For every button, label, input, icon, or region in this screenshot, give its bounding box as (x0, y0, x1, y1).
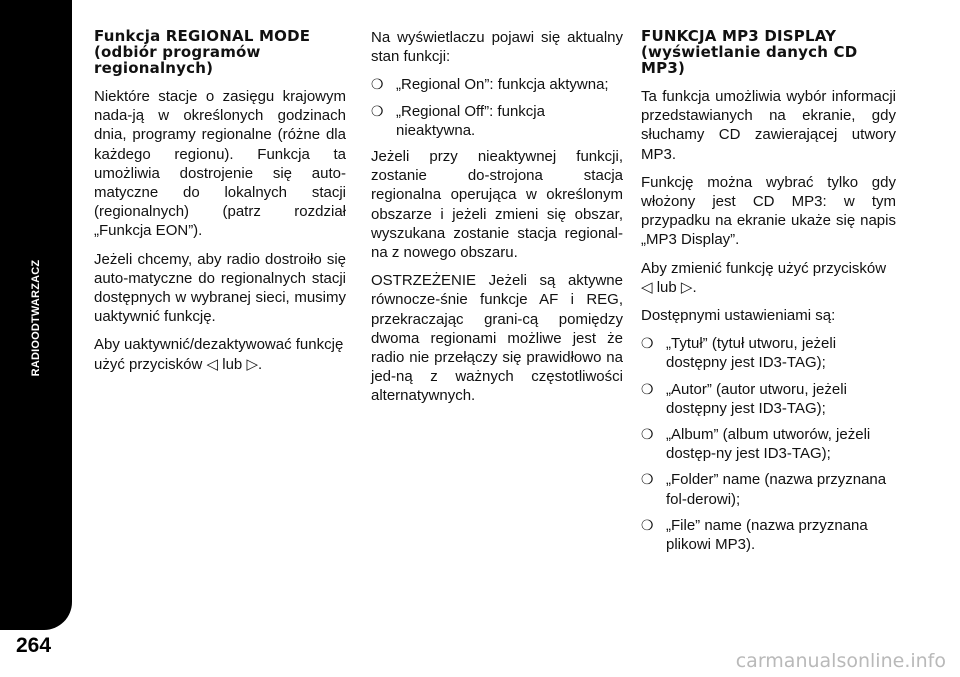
display-state-intro: Na wyświetlaczu pojawi się aktualny stan funkcji: (371, 29, 623, 66)
bullet-icon: ❍ (641, 516, 654, 533)
list-item-text: „Folder” name (nazwa przyznana fol-derowi); (666, 471, 887, 508)
right-arrow-icon: ▷ (680, 278, 693, 296)
list-item-text: „File” name (nazwa przyznana plikowi MP3). (666, 516, 868, 554)
left-arrow-icon: ◁ (641, 278, 653, 296)
regional-mode-paragraph-2: Jeżeli chcemy, aby radio dostroiło się auto-matyczne do regionalnych stacji dostępnych w wybranej sieci, musimy uaktywnić funkcję. (94, 250, 346, 326)
bullet-icon: ❍ (641, 380, 654, 397)
section-sidebar (0, 0, 72, 630)
left-arrow-icon: ◁ (206, 355, 219, 373)
mp3-paragraph-2: Funkcję można wybrać tylko gdy włożony jest CD MP3: w tym przypadku na ekranie ukaże się napis „MP3 Display”. (641, 173, 896, 249)
list-item-text: „Album” (album utworów, jeżeli dostęp-ny jest ID3-TAG); (666, 426, 871, 463)
list-item (641, 516, 896, 554)
list-item (641, 470, 896, 508)
bullet-icon: ❍ (371, 102, 384, 119)
mp3-display-heading: FUNKCJA MP3 DISPLAY (wyświetlanie danych CD MP3) (641, 27, 858, 77)
sentence-end: . (258, 355, 263, 373)
list-item-text: „Regional On”: funkcja aktywna; (396, 76, 609, 94)
bullet-icon: ❍ (641, 335, 654, 352)
regional-mode-instruction: Aby uaktywnić/dezaktywować funkcję użyć przycisków (94, 336, 344, 373)
list-item (641, 334, 896, 372)
mp3-paragraph-1: Ta funkcja umożliwia wybór informacji przedstawianych na ekranie, gdy słuchamy CD zawierającej utwory MP3. (641, 88, 896, 163)
list-item-text: „Regional Off”: funkcja nieaktywna. (396, 102, 545, 139)
column-3 (641, 28, 896, 561)
mp3-instruction: Aby zmienić funkcję użyć przycisków (641, 259, 887, 277)
list-item-text: „Autor” (autor utworu, jeżeli dostępny jest ID3-TAG); (666, 380, 847, 417)
bullet-icon: ❍ (641, 426, 654, 443)
regional-mode-paragraph-3 (94, 335, 346, 373)
section-label: RADIOODTWARZACZ (30, 259, 42, 377)
page-number: 264 (16, 634, 52, 657)
or-word: lub (222, 355, 243, 373)
watermark: carmanualsonline.info (735, 650, 946, 672)
right-arrow-icon: ▷ (246, 355, 258, 373)
bullet-icon: ❍ (641, 471, 654, 488)
list-item-text: „Tytuł” (tytuł utworu, jeżeli dostępny jest ID3-TAG); (666, 335, 837, 372)
column-1 (94, 28, 346, 383)
or-word: lub (656, 278, 677, 296)
sentence-end: . (692, 278, 697, 296)
list-item (371, 102, 623, 140)
regional-mode-paragraph-1: Niektóre stacje o zasięgu krajowym nada-ją w określonych godzinach dnia, programy regionalne (różne dla każdego regionu). Funkcja ta umożliwia dostrojenie się auto-matyczne do lokalnych stacji (regionalnych) (patrz rozdział „Funkcja EON”). (94, 88, 346, 240)
inactive-function-paragraph: Jeżeli przy nieaktywnej funkcji, zostanie do-strojona stacja regionalna operująca w określonym obszarze i jeżeli zmieni się obszar, wyszukana zostanie stacja regional-na z nowego obszaru. (371, 148, 623, 262)
list-item (641, 425, 896, 463)
settings-intro: Dostępnymi ustawieniami są: (641, 307, 836, 325)
column-2 (371, 28, 623, 415)
bullet-icon: ❍ (371, 76, 384, 93)
list-item (641, 380, 896, 418)
regional-mode-heading: Funkcja REGIONAL MODE (odbiór programów regionalnych) (94, 27, 311, 77)
list-item (371, 75, 623, 94)
warning-paragraph: OSTRZEŻENIE Jeżeli są aktywne równocze-śnie funkcje AF i REG, przekraczając grani-cą pomiędzy dwoma regionami możliwe jest że radio nie przełączy się prawidłowo na jed-ną z ważnych częstotliwości alternatywnych. (371, 272, 623, 405)
mp3-paragraph-3 (641, 259, 896, 297)
